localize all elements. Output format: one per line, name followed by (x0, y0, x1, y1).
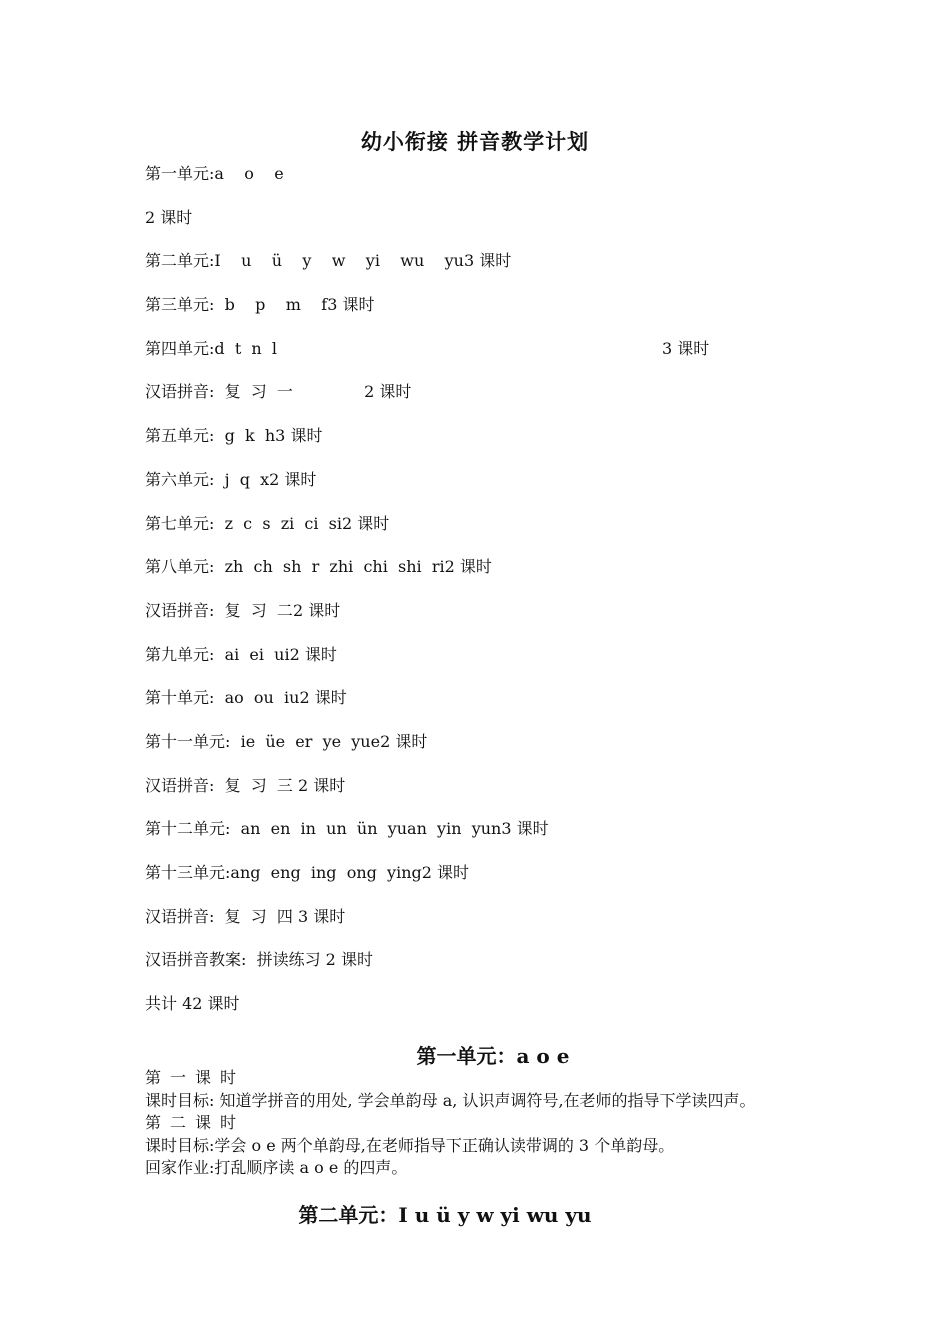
plan-label: 第一单元: (145, 164, 215, 183)
plan-content: d t n l (214, 338, 278, 358)
plan-label: 第五单元: (145, 426, 215, 446)
lesson1-goal: 课时目标: 知道学拼音的用处, 学会单韵母 a, 认识声调符号,在老师的指导下学读四声。 (145, 1090, 756, 1110)
plan-label: 汉语拼音: (145, 906, 215, 926)
plan-content: b p m f (214, 295, 328, 315)
lesson2-heading: 第二课时 (145, 1113, 246, 1132)
plan-label: 第九单元: (145, 644, 215, 664)
plan-label: 汉语拼音: (145, 600, 215, 620)
plan-hours: 2 课时 (292, 600, 341, 620)
section1-title: 第一单元：a o e (416, 1044, 570, 1068)
plan-row (145, 160, 845, 204)
plan-row (145, 553, 845, 597)
plan-row (145, 204, 845, 248)
plan-row (145, 946, 845, 990)
plan-row (145, 291, 845, 335)
plan-hours: 2 课时 (364, 382, 412, 402)
plan-content: 复 习 四 (214, 906, 299, 926)
plan-label: 汉语拼音教案: (145, 950, 247, 970)
plan-hours: 3 课时 (298, 906, 346, 926)
plan-hours: 2 课时 (421, 863, 470, 882)
plan-row (145, 422, 845, 466)
plan-hours: 3 课时 (501, 819, 549, 839)
plan-content: 复 习 二 (214, 600, 293, 620)
plan-content: ao ou iu (214, 688, 300, 708)
plan-row (145, 378, 845, 422)
plan-label: 汉语拼音: (145, 775, 215, 795)
plan-hours: 2 课时 (298, 775, 346, 795)
lesson2-goal: 课时目标:学会 o e 两个单韵母,在老师指导下正确认读带调的 3 个单韵母。 (145, 1135, 675, 1155)
plan-label: 第十三单元: (145, 863, 231, 882)
plan-hours: 2 课时 (289, 644, 337, 664)
section1-body (145, 1067, 810, 1180)
plan-row (145, 510, 845, 554)
plan-label: 第八单元: (145, 557, 215, 577)
plan-content: ie üe er ye yue (230, 731, 381, 751)
plan-content: z c s zi ci si (214, 513, 342, 533)
teaching-plan-list (145, 160, 845, 1034)
plan-label: 第四单元: (145, 338, 215, 358)
plan-content: 复 习 三 (214, 775, 299, 795)
document-title: 幼小衔接 拼音教学计划 (360, 129, 590, 154)
plan-label: 第六单元: (145, 469, 215, 489)
plan-row (145, 597, 845, 641)
plan-row (145, 335, 845, 379)
plan-content: g k h (214, 426, 276, 446)
plan-row (145, 247, 845, 291)
plan-hours: 2 课时 (380, 731, 428, 751)
plan-label: 第十二单元: (145, 819, 231, 839)
plan-hours: 3 课时 (463, 251, 512, 271)
plan-content: an en in un ün yuan yin yun (230, 819, 502, 839)
plan-row (145, 728, 845, 772)
plan-row (145, 772, 845, 816)
plan-row (145, 466, 845, 510)
plan-total (145, 990, 845, 1034)
plan-hours: 3 课时 (275, 426, 323, 446)
plan-label: 第七单元: (145, 513, 215, 533)
plan-content: zh ch sh r zhi chi shi ri (214, 557, 445, 577)
plan-label: 第三单元: (145, 295, 215, 315)
homework: 回家作业:打乱顺序读 a o e 的四声。 (145, 1158, 408, 1177)
plan-content: ai ei ui (214, 644, 290, 664)
plan-row (145, 684, 845, 728)
plan-hours: 2 课时 (342, 513, 390, 533)
plan-hours: 2 课时 (325, 950, 373, 970)
plan-content: I u ü y w yi wu yu (214, 251, 464, 271)
plan-label: 汉语拼音: (145, 382, 215, 402)
plan-row (145, 859, 845, 903)
plan-row (145, 815, 845, 859)
plan-hours: 2 课时 (444, 557, 492, 577)
lesson1-heading: 第一课时 (145, 1068, 246, 1087)
plan-label: 第十单元: (145, 688, 215, 708)
plan-total-text: 共计 42 课时 (145, 994, 240, 1014)
plan-hours: 3 课时 (327, 295, 375, 315)
plan-row (145, 641, 845, 685)
plan-content: j q x (214, 469, 270, 489)
plan-content: a o e (214, 164, 284, 183)
plan-label: 第十一单元: (145, 731, 231, 751)
plan-hours: 2 课时 (269, 469, 317, 489)
plan-hours: 2 课时 (299, 688, 347, 708)
plan-content: ang eng ing ong ying (230, 863, 422, 882)
plan-content: 拼读练习 (246, 950, 326, 970)
plan-hours: 3 课时 (662, 338, 710, 358)
plan-label: 第二单元: (145, 251, 215, 271)
plan-row (145, 903, 845, 947)
section2-title: 第二单元：I u ü y w yi wu yu (298, 1203, 592, 1227)
plan-content: 复 习 一 (214, 382, 365, 402)
plan-hours: 2 课时 (145, 207, 193, 227)
